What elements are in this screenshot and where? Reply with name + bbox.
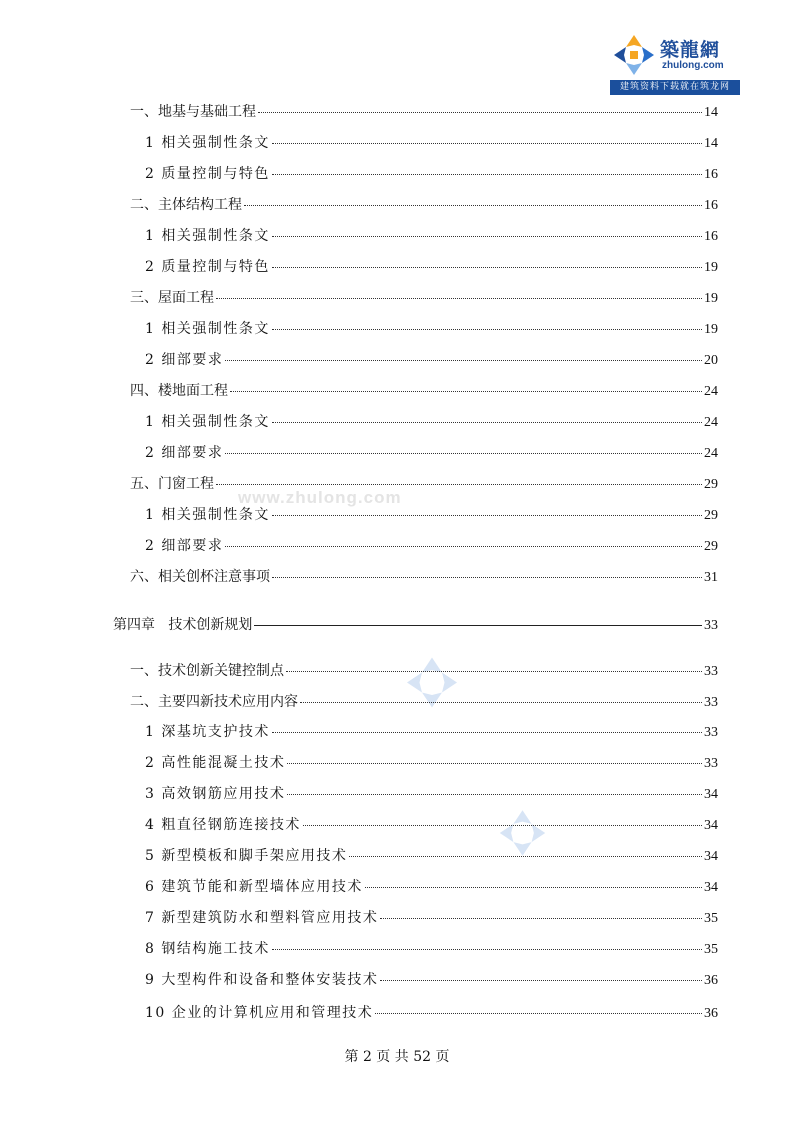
toc-entry-title: 10 企业的计算机应用和管理技术 xyxy=(145,1005,374,1021)
toc-leader xyxy=(272,577,702,578)
toc-leader xyxy=(375,1013,702,1014)
toc-leader xyxy=(272,515,702,516)
toc-entry[interactable] xyxy=(145,1003,718,1023)
toc-leader xyxy=(286,671,702,672)
toc-entry-page: 33 xyxy=(704,664,718,679)
toc-entry-page: 36 xyxy=(704,973,718,988)
toc-entry-title: 4 粗直径钢筋连接技术 xyxy=(145,817,301,833)
toc-chapter-entry[interactable] xyxy=(113,615,718,635)
toc-leader xyxy=(254,625,702,626)
toc-leader xyxy=(272,174,702,175)
toc-entry[interactable] xyxy=(145,784,718,804)
toc-entry-page: 33 xyxy=(704,756,718,771)
toc-leader xyxy=(272,422,702,423)
toc-entry-page: 33 xyxy=(704,695,718,710)
toc-entry[interactable] xyxy=(130,195,718,215)
toc-entry[interactable] xyxy=(145,846,718,866)
toc-entry-title: 2 高性能混凝土技术 xyxy=(145,755,286,771)
toc-leader xyxy=(287,763,702,764)
toc-entry-page: 16 xyxy=(704,198,718,213)
toc-leader xyxy=(272,143,702,144)
toc-entry[interactable] xyxy=(145,877,718,897)
toc-leader xyxy=(216,298,702,299)
logo-name: 築龍網 xyxy=(660,39,721,61)
toc-leader xyxy=(225,453,702,454)
toc-entry-page: 19 xyxy=(704,260,718,275)
toc-entry-page: 16 xyxy=(704,229,718,244)
toc-entry-page: 29 xyxy=(704,539,718,554)
toc-leader xyxy=(365,887,702,888)
toc-entry-title: 5 新型模板和脚手架应用技术 xyxy=(145,848,348,864)
toc-entry[interactable] xyxy=(130,474,718,494)
toc-entry[interactable] xyxy=(145,133,718,153)
logo-domain: zhulong.com xyxy=(662,60,724,71)
toc-entry[interactable] xyxy=(145,536,718,556)
toc-leader xyxy=(216,484,702,485)
toc-entry-page: 19 xyxy=(704,291,718,306)
toc-entry-title: 六、相关创杯注意事项 xyxy=(130,569,270,585)
toc-entry[interactable] xyxy=(145,164,718,184)
toc-entry-title: 第四章 技术创新规划 xyxy=(113,617,253,633)
toc-entry-title: 三、屋面工程 xyxy=(130,290,214,306)
toc-entry-title: 7 新型建筑防水和塑料管应用技术 xyxy=(145,910,379,926)
toc-entry-title: 2 细部要求 xyxy=(145,445,224,461)
toc-entry-title: 1 深基坑支护技术 xyxy=(145,724,270,740)
toc-entry-title: 2 质量控制与特色 xyxy=(145,166,270,182)
toc-entry-title: 一、技术创新关键控制点 xyxy=(130,663,284,679)
page-footer: 第 2 页 共 52 页 xyxy=(344,1049,450,1065)
toc-entry-title: 3 高效钢筋应用技术 xyxy=(145,786,286,802)
toc-entry-title: 1 相关强制性条文 xyxy=(145,321,270,337)
toc-entry-title: 1 相关强制性条文 xyxy=(145,228,270,244)
toc-entry-page: 34 xyxy=(704,818,718,833)
zhulong-logo-mark-icon xyxy=(612,33,656,77)
toc-leader xyxy=(258,112,702,113)
toc-leader xyxy=(225,360,702,361)
toc-leader xyxy=(287,794,702,795)
toc-entry-page: 16 xyxy=(704,167,718,182)
toc-leader xyxy=(272,949,702,950)
toc-leader xyxy=(349,856,702,857)
toc-entry-page: 24 xyxy=(704,384,718,399)
toc-entry[interactable] xyxy=(145,226,718,246)
toc-entry[interactable] xyxy=(145,970,718,990)
toc-entry-title: 四、楼地面工程 xyxy=(130,383,228,399)
toc-entry-title: 2 细部要求 xyxy=(145,538,224,554)
toc-entry[interactable] xyxy=(130,288,718,308)
toc-entry[interactable] xyxy=(145,443,718,463)
toc-entry[interactable] xyxy=(145,350,718,370)
toc-leader xyxy=(244,205,702,206)
toc-entry-page: 19 xyxy=(704,322,718,337)
toc-entry[interactable] xyxy=(145,939,718,959)
toc-leader xyxy=(300,702,702,703)
toc-entry-page: 35 xyxy=(704,942,718,957)
toc-leader xyxy=(380,980,702,981)
toc-entry-title: 一、地基与基础工程 xyxy=(130,104,256,120)
toc-entry-page: 29 xyxy=(704,508,718,523)
toc-entry[interactable] xyxy=(145,257,718,277)
toc-entry[interactable] xyxy=(130,567,718,587)
toc-entry[interactable] xyxy=(145,505,718,525)
toc-entry-page: 24 xyxy=(704,446,718,461)
toc-entry-page: 33 xyxy=(704,725,718,740)
toc-entry-title: 二、主体结构工程 xyxy=(130,197,242,213)
toc-entry-title: 五、门窗工程 xyxy=(130,476,214,492)
toc-entry-page: 14 xyxy=(704,105,718,120)
toc-entry-page: 35 xyxy=(704,911,718,926)
toc-entry[interactable] xyxy=(145,722,718,742)
toc-entry-title: 6 建筑节能和新型墙体应用技术 xyxy=(145,879,363,895)
toc-entry[interactable] xyxy=(145,908,718,928)
toc-entry-page: 31 xyxy=(704,570,718,585)
toc-entry-page: 29 xyxy=(704,477,718,492)
toc-entry[interactable] xyxy=(130,381,718,401)
toc-entry[interactable] xyxy=(130,661,718,681)
toc-entry-page: 34 xyxy=(704,849,718,864)
toc-entry[interactable] xyxy=(130,692,718,712)
toc-entry[interactable] xyxy=(145,815,718,835)
toc-entry-page: 20 xyxy=(704,353,718,368)
toc-leader xyxy=(303,825,702,826)
toc-entry-title: 1 相关强制性条文 xyxy=(145,135,270,151)
toc-entry-page: 34 xyxy=(704,880,718,895)
toc-entry-title: 2 质量控制与特色 xyxy=(145,259,270,275)
toc-entry[interactable] xyxy=(145,412,718,432)
toc-leader xyxy=(380,918,702,919)
toc-leader xyxy=(225,546,702,547)
toc-entry-title: 8 钢结构施工技术 xyxy=(145,941,270,957)
toc-entry[interactable] xyxy=(130,102,718,122)
toc-entry-title: 二、主要四新技术应用内容 xyxy=(130,694,298,710)
toc-entry-page: 24 xyxy=(704,415,718,430)
toc-entry-title: 2 细部要求 xyxy=(145,352,224,368)
toc-leader xyxy=(230,391,702,392)
toc-leader xyxy=(272,236,702,237)
watermark-text: www.zhulong.com xyxy=(238,488,402,507)
toc-entry[interactable] xyxy=(145,753,718,773)
toc-entry-page: 14 xyxy=(704,136,718,151)
zhulong-logo xyxy=(610,33,740,97)
toc-entry[interactable] xyxy=(145,319,718,339)
toc-entry-page: 36 xyxy=(704,1006,718,1021)
toc-leader xyxy=(272,267,702,268)
toc-entry-title: 1 相关强制性条文 xyxy=(145,507,270,523)
toc-entry-title: 9 大型构件和设备和整体安装技术 xyxy=(145,972,379,988)
toc-entry-title: 1 相关强制性条文 xyxy=(145,414,270,430)
logo-slogan: 建筑资料下载就在筑龙网 xyxy=(610,80,740,95)
toc-leader xyxy=(272,329,702,330)
toc-entry-page: 34 xyxy=(704,787,718,802)
toc-entry-page: 33 xyxy=(704,618,718,633)
toc-leader xyxy=(272,732,702,733)
